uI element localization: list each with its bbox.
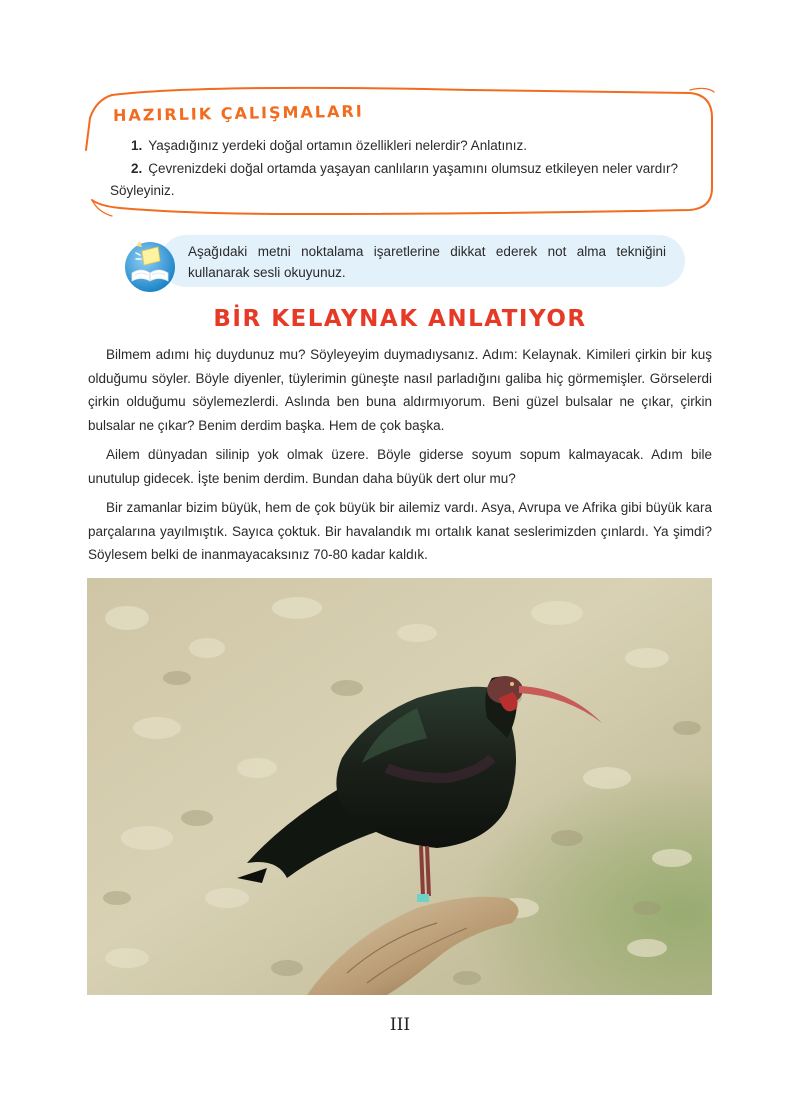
instruction-text: Aşağıdaki metni noktalama işaretlerine dikkat ederek not alma tekniğini kullanarak sesli okuyunuz. bbox=[188, 244, 666, 280]
bald-ibis-icon bbox=[87, 578, 712, 995]
story-paragraph: Bilmem adımı hiç duydunuz mu? Söyleyeyim duymadıysanız. Adım: Kelaynak. Kimileri çirkin bir kuş olduğumu söyler. Böyle diyenler, tüylerimin güneşte nasıl parladığını galiba hiç görmemişler. Görselerdi çirkin olduğumu söylemezlerdi. Aslında ben buna aldırmıyorum. Beni güzel bulsalar ne çıkar, çirkin bulsalar ne çıkar? Benim derdim başka. Hem de çok başka. bbox=[88, 347, 712, 433]
page-number: III bbox=[389, 1015, 411, 1035]
reading-book-icon bbox=[122, 237, 178, 293]
story-title: BİR KELAYNAK ANLATIYOR bbox=[213, 306, 587, 332]
preparation-question-1 bbox=[131, 136, 706, 156]
question-number: 1. bbox=[131, 138, 143, 153]
preparation-title: HAZIRLIK ÇALIŞMALARI bbox=[112, 101, 364, 125]
story-body bbox=[88, 343, 712, 573]
preparation-question-2 bbox=[131, 159, 706, 179]
preparation-question-2-continuation: Söyleyiniz. bbox=[110, 183, 175, 198]
story-paragraph: Bir zamanlar bizim büyük, hem de çok büyük bir ailemiz vardı. Asya, Avrupa ve Afrika gibi büyük kara parçalarına yayılmıştık. Sayıca çoktuk. Bir havalandık mı ortalık kanat seslerimizden çınlardı. Ya şimdi? Söylesem belki de inanmayacaksınız 70-80 kadar kaldık. bbox=[88, 500, 712, 562]
bald-ibis-photo bbox=[87, 578, 712, 995]
question-text: Yaşadığınız yerdeki doğal ortamın özellikleri nelerdir? Anlatınız. bbox=[148, 138, 527, 153]
question-number: 2. bbox=[131, 161, 143, 176]
story-paragraph: Ailem dünyadan silinip yok olmak üzere. Böyle giderse soyum sopum kalmayacak. Adım bile unutulup gidecek. İşte benim derdim. Bundan daha büyük dert olur mu? bbox=[88, 447, 712, 486]
question-text: Çevrenizdeki doğal ortamda yaşayan canlıların yaşamını olumsuz etkileyen neler vardır? bbox=[148, 161, 679, 176]
